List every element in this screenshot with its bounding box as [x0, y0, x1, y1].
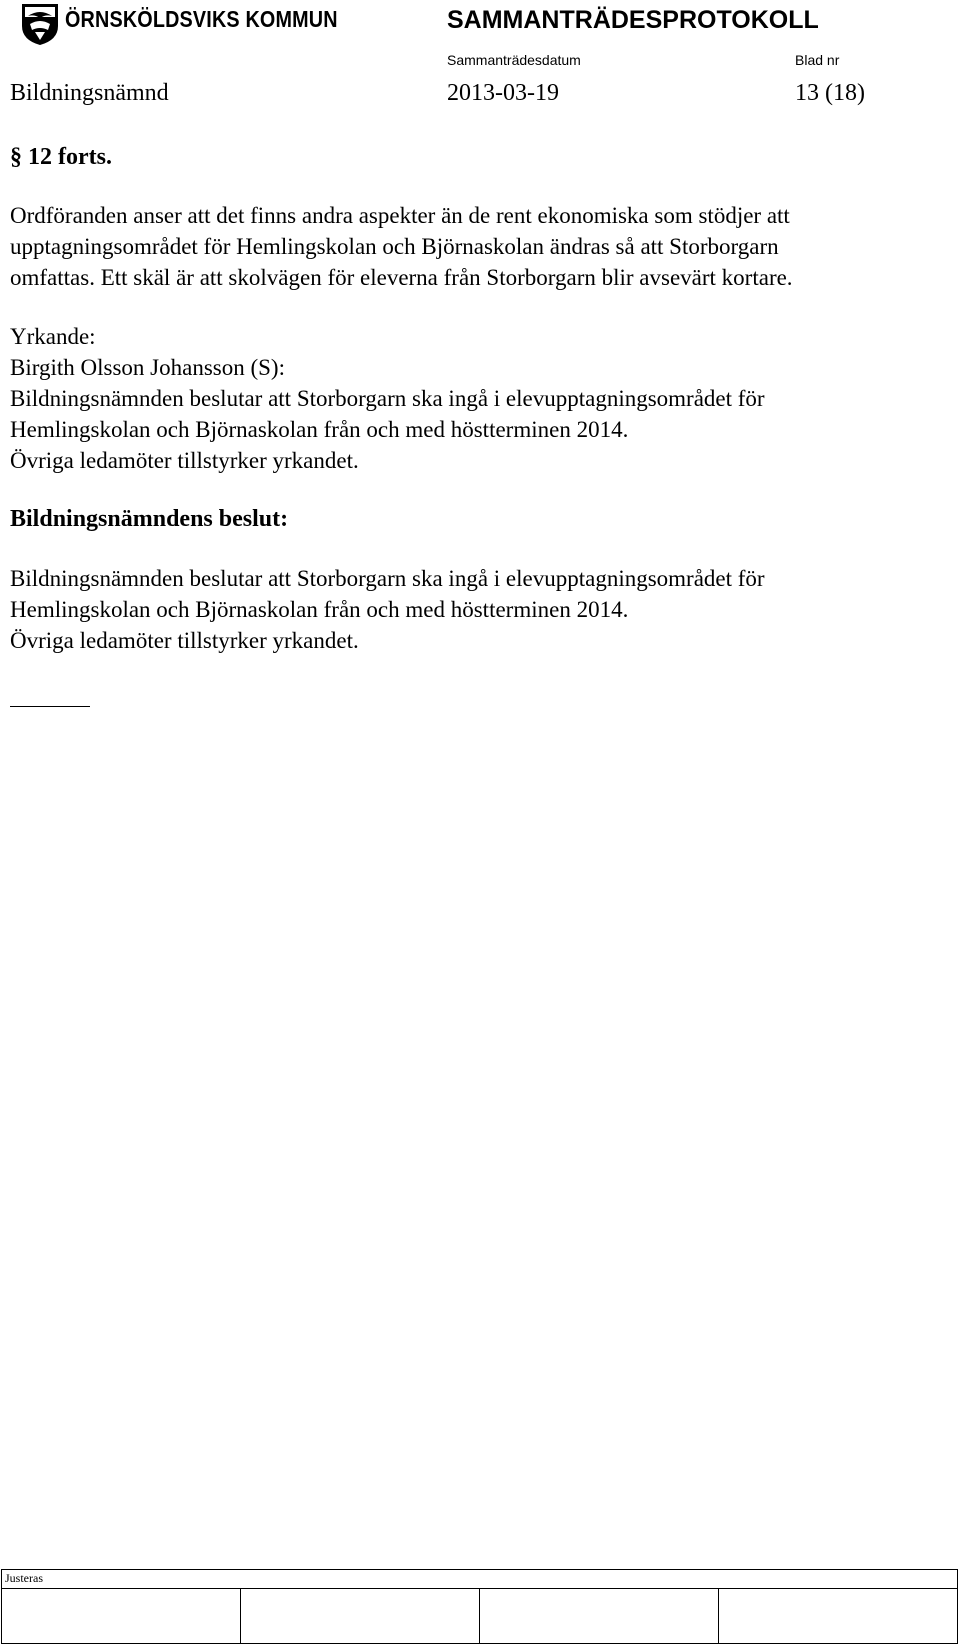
decision-paragraph — [10, 563, 950, 656]
signature-box — [2, 1589, 241, 1644]
section-title: 12 forts. — [28, 144, 112, 170]
text-line: Bildningsnämnden beslutar att Storborgarn ska ingå i elevupptagningsområdet för — [10, 386, 765, 411]
municipality-crest-icon — [20, 2, 60, 46]
text-line: Hemlingskolan och Björnaskolan från och med höstterminen 2014. — [10, 597, 629, 622]
section-heading — [10, 142, 950, 173]
document-body — [10, 142, 950, 707]
text-line: Ordföranden anser att det finns andra aspekter än de rent ekonomiska som stödjer att — [10, 203, 790, 228]
signature-label: Justeras — [2, 1570, 958, 1589]
text-line: omfattas. Ett skäl är att skolvägen för eleverna från Storborgarn blir avsevärt kortare. — [10, 265, 793, 290]
signature-box — [480, 1589, 719, 1644]
intro-paragraph — [10, 200, 950, 293]
text-line: Övriga ledamöter tillstyrker yrkandet. — [10, 448, 359, 473]
meeting-date: 2013-03-19 — [447, 80, 559, 106]
proposer-name: Birgith Olsson Johansson (S): — [10, 355, 285, 380]
document-title: SAMMANTRÄDESPROTOKOLL — [447, 6, 819, 34]
page-number-label: Blad nr — [795, 52, 840, 68]
organization-name: ÖRNSKÖLDSVIKS KOMMUN — [65, 6, 338, 32]
meeting-date-label: Sammanträdesdatum — [447, 52, 581, 68]
page-number: 13 (18) — [795, 80, 865, 106]
end-divider — [10, 706, 90, 707]
section-symbol: § — [10, 144, 22, 170]
document-header — [0, 0, 960, 115]
text-line: Övriga ledamöter tillstyrker yrkandet. — [10, 628, 359, 653]
text-line: upptagningsområdet för Hemlingskolan och Björnaskolan ändras så att Storborgarn — [10, 234, 779, 259]
text-line: Bildningsnämnden beslutar att Storborgarn ska ingå i elevupptagningsområdet för — [10, 566, 765, 591]
signature-table — [1, 1569, 958, 1644]
text-line: Hemlingskolan och Björnaskolan från och med höstterminen 2014. — [10, 417, 629, 442]
proposal-label: Yrkande: — [10, 324, 96, 349]
proposal-paragraph — [10, 321, 950, 476]
signature-box — [241, 1589, 480, 1644]
signature-box — [719, 1589, 958, 1644]
decision-heading: Bildningsnämndens beslut: — [10, 506, 289, 532]
committee-name: Bildningsnämnd — [10, 80, 169, 106]
